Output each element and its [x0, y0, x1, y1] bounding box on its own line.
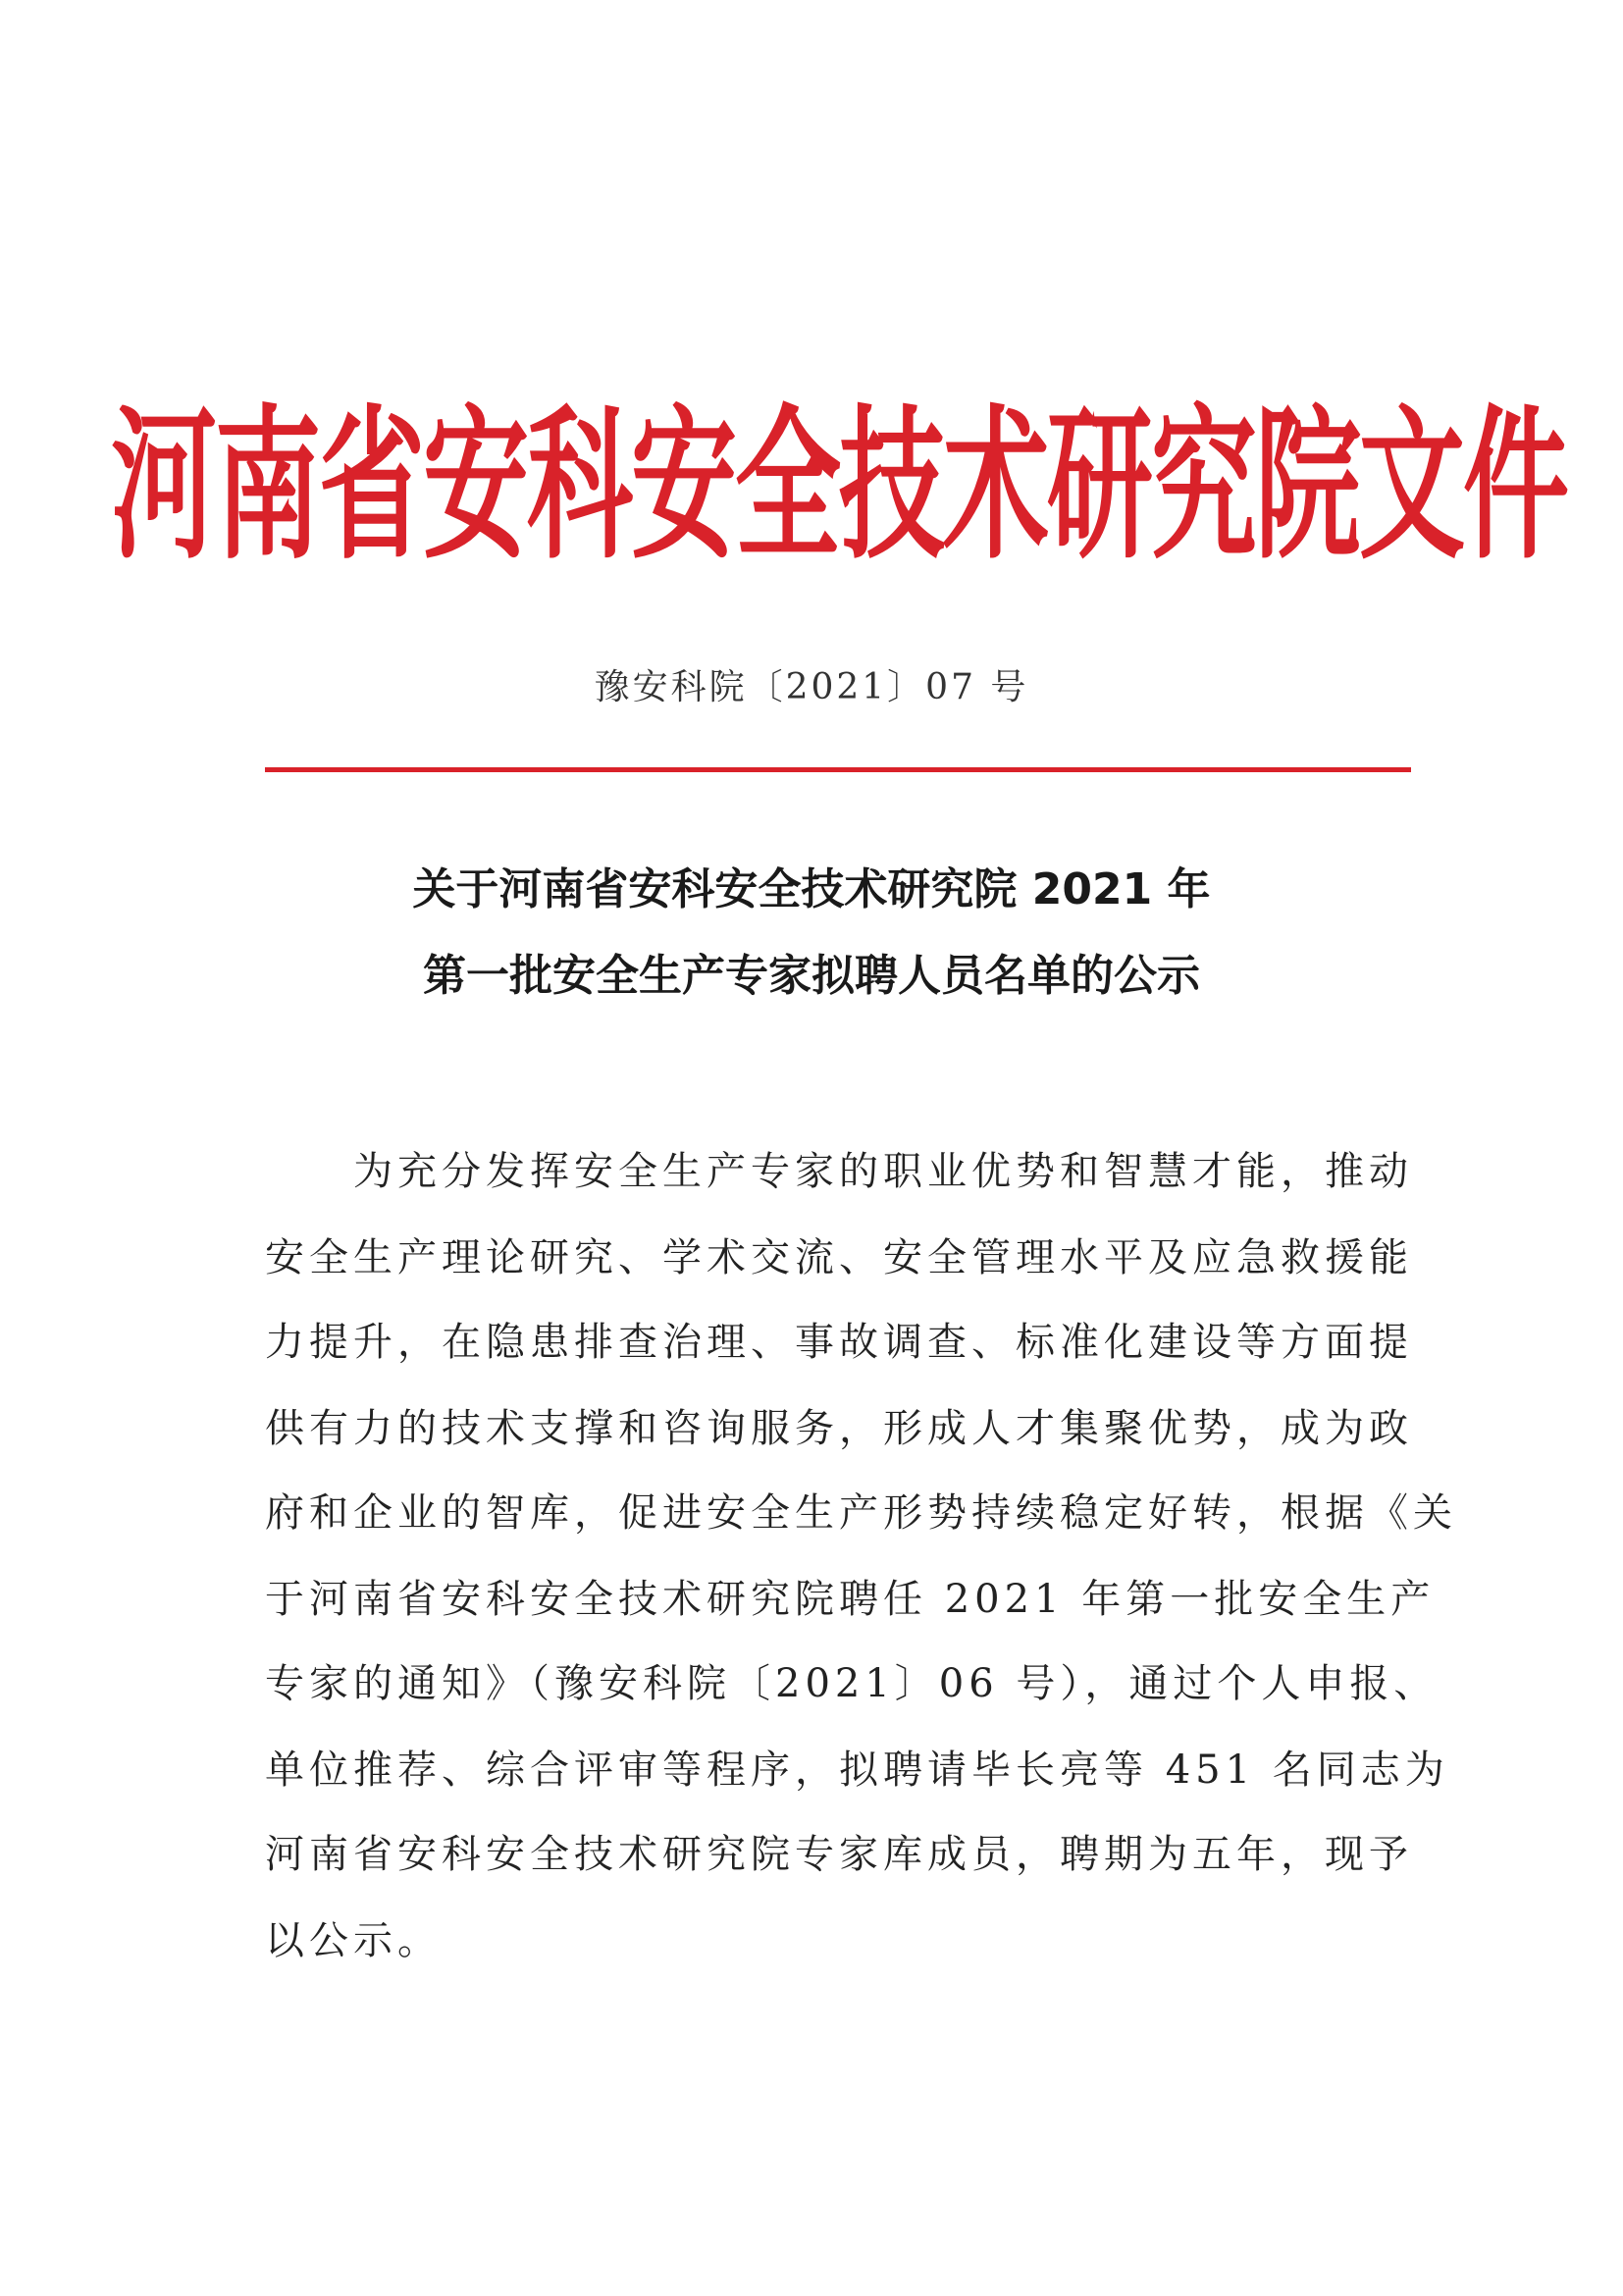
document-number: 豫安科院〔2021〕07 号: [594, 667, 1029, 707]
body-line-3: 力提升，在隐患排查治理、事故调查、标准化建设等方面提: [265, 1320, 1413, 1365]
body-line-10: 以公示。: [265, 1918, 442, 1963]
body-line-8: 单位推荐、综合评审等程序，拟聘请毕长亮等 451 名同志为: [265, 1748, 1449, 1793]
body-line-7: 专家的通知》（豫安科院〔2021〕06 号），通过个人申报、: [265, 1661, 1439, 1706]
body-line-9: 河南省安科安全技术研究院专家库成员，聘期为五年，现予: [265, 1832, 1413, 1877]
subject-title-line-2: 第一批安全生产专家拟聘人员名单的公示: [423, 951, 1200, 1001]
subject-title-line-1: 关于河南省安科安全技术研究院 2021 年: [412, 864, 1211, 914]
body-line-6: 于河南省安科安全技术研究院聘任 2021 年第一批安全生产: [265, 1577, 1436, 1622]
body-line-5: 府和企业的智库，促进安全生产形势持续稳定好转，根据《关: [265, 1490, 1457, 1536]
header-divider: [265, 767, 1411, 772]
body-line-4: 供有力的技术支撑和咨询服务，形成人才集聚优势，成为政: [265, 1406, 1413, 1451]
body-line-1: 为充分发挥安全生产专家的职业优势和智慧才能，推动: [353, 1149, 1413, 1194]
body-line-2: 安全生产理论研究、学术交流、安全管理水平及应急救援能: [265, 1235, 1413, 1280]
document-header-title: 河南省安科安全技术研究院文件: [111, 391, 1568, 582]
